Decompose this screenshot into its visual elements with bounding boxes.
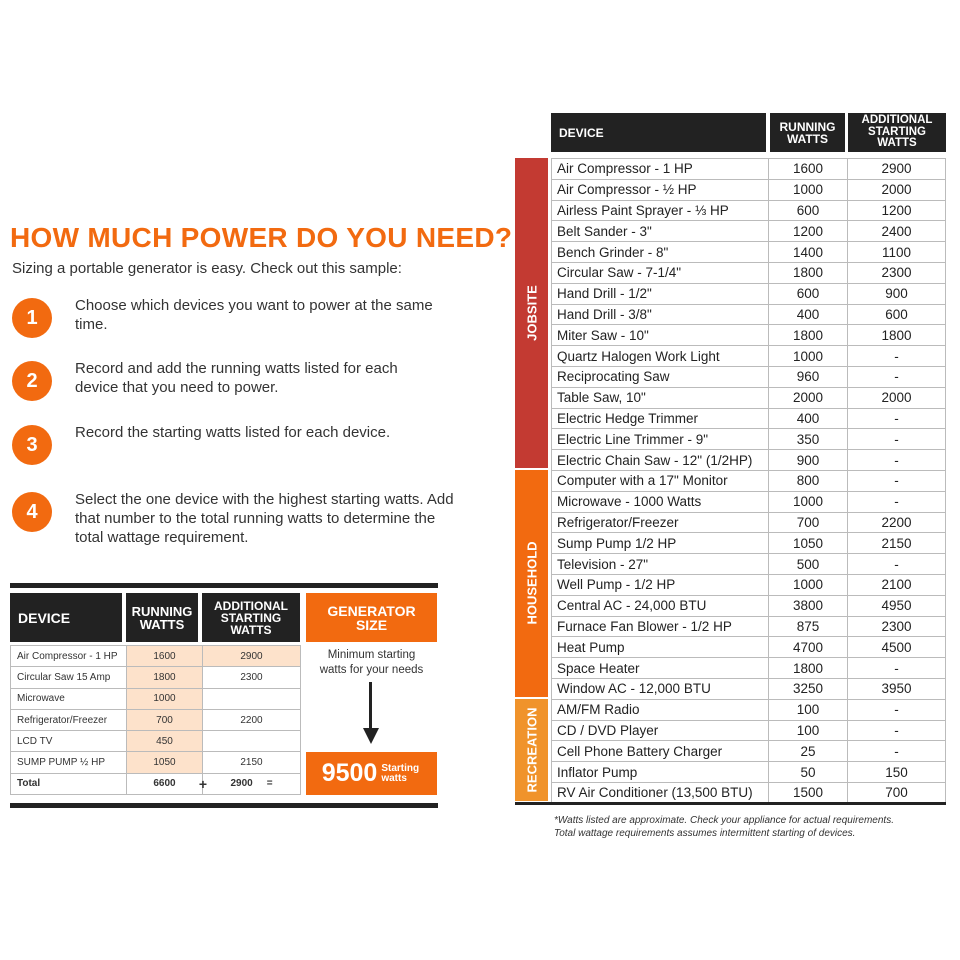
footnote-line: *Watts listed are approximate. Check your appliance for actual requirements. — [554, 815, 894, 826]
table-row — [552, 658, 946, 679]
device-cell: Furnace Fan Blower - 1/2 HP — [552, 616, 769, 637]
section-label-jobsite — [515, 158, 548, 468]
device-cell: LCD TV — [11, 731, 127, 752]
running-cell: 1800 — [127, 667, 203, 688]
running-cell: 900 — [769, 450, 848, 471]
step-text: Record and add the running watts listed for each device that you need to power. — [75, 360, 398, 396]
running-cell: 1000 — [769, 346, 848, 367]
additional-cell: 150 — [848, 762, 946, 783]
running-cell: 100 — [769, 720, 848, 741]
divider — [515, 802, 946, 805]
additional-cell: - — [848, 366, 946, 387]
table-row — [552, 429, 946, 450]
running-cell: 1200 — [769, 221, 848, 242]
running-cell: 25 — [769, 741, 848, 762]
table-row — [11, 646, 301, 667]
additional-cell: 700 — [848, 782, 946, 803]
step-number: 3 — [12, 425, 52, 465]
running-cell: 1600 — [127, 646, 203, 667]
additional-cell: 600 — [848, 304, 946, 325]
running-cell: 4700 — [769, 637, 848, 658]
additional-cell: 2200 — [848, 512, 946, 533]
device-cell: Circular Saw 15 Amp — [11, 667, 127, 688]
table-row — [552, 283, 946, 304]
device-cell: Circular Saw - 7-1/4" — [552, 262, 769, 283]
running-cell: 600 — [769, 283, 848, 304]
running-cell: 800 — [769, 470, 848, 491]
step-text: Choose which devices you want to power at the same time. — [75, 297, 433, 333]
device-cell: Quartz Halogen Work Light — [552, 346, 769, 367]
additional-cell: 2000 — [848, 179, 946, 200]
running-cell: 500 — [769, 554, 848, 575]
running-cell: 960 — [769, 366, 848, 387]
running-cell: 875 — [769, 616, 848, 637]
device-cell: Electric Chain Saw - 12" (1/2HP) — [552, 450, 769, 471]
device-cell: Airless Paint Sprayer - ⅓ HP — [552, 200, 769, 221]
plus-sign: + — [198, 775, 207, 792]
device-cell: Electric Hedge Trimmer — [552, 408, 769, 429]
total-row — [11, 773, 301, 794]
device-cell: Hand Drill - 3/8" — [552, 304, 769, 325]
table-row — [11, 709, 301, 730]
page-title: HOW MUCH POWER DO YOU NEED? — [10, 222, 513, 253]
section-name: RECREATION — [524, 707, 539, 793]
total-label: Total — [11, 773, 127, 794]
table-row — [552, 762, 946, 783]
result-unit: Starting watts — [381, 762, 420, 784]
step-text: Record the starting watts listed for each device. — [75, 424, 391, 441]
footnote — [554, 814, 894, 840]
total-running — [127, 773, 207, 794]
table-row — [552, 346, 946, 367]
additional-cell: 1800 — [848, 325, 946, 346]
table-row — [552, 491, 946, 512]
additional-cell: - — [848, 741, 946, 762]
device-cell: Miter Saw - 10" — [552, 325, 769, 346]
device-cell: Reciprocating Saw — [552, 366, 769, 387]
device-cell: Central AC - 24,000 BTU — [552, 595, 769, 616]
device-cell: Well Pump - 1/2 HP — [552, 574, 769, 595]
table-row — [552, 179, 946, 200]
additional-cell: 2150 — [848, 533, 946, 554]
subtitle: Sizing a portable generator is easy. Check out this sample: — [12, 260, 402, 277]
step-4 — [12, 492, 492, 547]
additional-cell: 2300 — [203, 667, 301, 688]
down-arrow-head — [363, 728, 379, 744]
additional-cell: - — [848, 450, 946, 471]
device-cell: Refrigerator/Freezer — [11, 709, 127, 730]
additional-cell: - — [848, 658, 946, 679]
device-cell: Window AC - 12,000 BTU — [552, 678, 769, 699]
device-cell: Air Compressor - 1 HP — [11, 646, 127, 667]
additional-cell: - — [848, 429, 946, 450]
header-running: RUNNING WATTS — [770, 113, 845, 152]
header-device: DEVICE — [551, 113, 766, 152]
footnote-line: Total wattage requirements assumes intermittent starting of devices. — [554, 828, 856, 839]
total-additional-value: 2900 — [230, 778, 253, 790]
additional-cell — [203, 688, 301, 709]
step-3 — [12, 425, 492, 465]
table-row — [552, 470, 946, 491]
additional-cell: - — [848, 554, 946, 575]
running-cell: 1050 — [127, 752, 203, 773]
table-row — [552, 200, 946, 221]
running-cell: 1800 — [769, 325, 848, 346]
running-cell: 1000 — [769, 179, 848, 200]
total-additional — [203, 773, 301, 794]
step-number: 1 — [12, 298, 52, 338]
section-name: JOBSITE — [524, 285, 539, 341]
generator-size-header: GENERATOR SIZE — [306, 593, 437, 642]
additional-cell: 1100 — [848, 242, 946, 263]
device-cell: Cell Phone Battery Charger — [552, 741, 769, 762]
table-row — [552, 408, 946, 429]
table-row — [552, 782, 946, 803]
table-row — [11, 752, 301, 773]
sample-header-additional: ADDITIONAL STARTING WATTS — [202, 593, 300, 642]
table-row — [552, 637, 946, 658]
table-row — [552, 678, 946, 699]
wattage-table — [551, 158, 946, 804]
device-cell: Heat Pump — [552, 637, 769, 658]
table-row — [552, 242, 946, 263]
minimum-starting-text: Minimum starting watts for your needs — [319, 649, 424, 676]
running-cell: 600 — [769, 200, 848, 221]
device-cell: Television - 27" — [552, 554, 769, 575]
table-row — [552, 387, 946, 408]
running-cell: 1000 — [127, 688, 203, 709]
table-row — [552, 159, 946, 180]
divider — [10, 803, 438, 808]
step-1 — [12, 298, 492, 338]
table-row — [552, 595, 946, 616]
device-cell: Hand Drill - 1/2" — [552, 283, 769, 304]
additional-cell: 900 — [848, 283, 946, 304]
additional-cell: 2100 — [848, 574, 946, 595]
header-additional: ADDITIONAL STARTING WATTS — [848, 113, 946, 152]
device-cell: AM/FM Radio — [552, 699, 769, 720]
additional-cell: 1200 — [848, 200, 946, 221]
result-value: 9500 — [321, 759, 378, 787]
table-row — [552, 720, 946, 741]
table-row — [552, 533, 946, 554]
additional-cell: - — [848, 699, 946, 720]
table-row — [11, 688, 301, 709]
device-cell: Inflator Pump — [552, 762, 769, 783]
sample-header-device: DEVICE — [10, 593, 122, 642]
running-cell: 1500 — [769, 782, 848, 803]
device-cell: Sump Pump 1/2 HP — [552, 533, 769, 554]
table-row — [552, 699, 946, 720]
sample-header-running: RUNNING WATTS — [126, 593, 198, 642]
section-label-household — [515, 470, 548, 697]
table-row — [552, 262, 946, 283]
running-cell: 3250 — [769, 678, 848, 699]
running-cell: 1800 — [769, 658, 848, 679]
generator-size-result — [306, 752, 437, 795]
running-cell: 450 — [127, 731, 203, 752]
additional-cell: 2900 — [203, 646, 301, 667]
table-row — [11, 667, 301, 688]
table-row — [552, 450, 946, 471]
device-cell: RV Air Conditioner (13,500 BTU) — [552, 782, 769, 803]
running-cell: 700 — [127, 709, 203, 730]
table-row — [552, 554, 946, 575]
table-row — [552, 616, 946, 637]
additional-cell: - — [848, 408, 946, 429]
device-cell: Air Compressor - 1 HP — [552, 159, 769, 180]
additional-cell: - — [848, 491, 946, 512]
running-cell: 1000 — [769, 574, 848, 595]
divider — [10, 583, 438, 588]
additional-cell: 2000 — [848, 387, 946, 408]
section-name: HOUSEHOLD — [524, 541, 539, 625]
table-row — [11, 731, 301, 752]
device-cell: Refrigerator/Freezer — [552, 512, 769, 533]
running-cell: 400 — [769, 304, 848, 325]
table-row — [552, 741, 946, 762]
additional-cell: 2900 — [848, 159, 946, 180]
running-cell: 400 — [769, 408, 848, 429]
device-cell: Air Compressor - ½ HP — [552, 179, 769, 200]
additional-cell — [203, 731, 301, 752]
device-cell: SUMP PUMP ½ HP — [11, 752, 127, 773]
step-number: 2 — [12, 361, 52, 401]
running-cell: 700 — [769, 512, 848, 533]
additional-cell: 2150 — [203, 752, 301, 773]
device-cell: Belt Sander - 3" — [552, 221, 769, 242]
running-cell: 1400 — [769, 242, 848, 263]
table-row — [552, 325, 946, 346]
running-cell: 50 — [769, 762, 848, 783]
device-cell: Electric Line Trimmer - 9" — [552, 429, 769, 450]
additional-cell: - — [848, 470, 946, 491]
additional-cell: 4950 — [848, 595, 946, 616]
additional-cell: 2300 — [848, 262, 946, 283]
down-arrow-icon — [369, 682, 372, 730]
device-cell: Table Saw, 10" — [552, 387, 769, 408]
step-text: Select the one device with the highest starting watts. Add that number to the total running watts to determine the total wattage requirement. — [75, 491, 454, 546]
device-cell: CD / DVD Player — [552, 720, 769, 741]
running-cell: 3800 — [769, 595, 848, 616]
additional-cell: 2300 — [848, 616, 946, 637]
total-running-value: 6600 — [153, 778, 176, 790]
device-cell: Bench Grinder - 8" — [552, 242, 769, 263]
table-row — [552, 366, 946, 387]
table-row — [552, 574, 946, 595]
running-cell: 1000 — [769, 491, 848, 512]
additional-cell: 2400 — [848, 221, 946, 242]
additional-cell: - — [848, 720, 946, 741]
equals-sign: = — [266, 778, 273, 790]
additional-cell: 4500 — [848, 637, 946, 658]
table-row — [552, 221, 946, 242]
table-row — [552, 304, 946, 325]
step-2 — [12, 361, 492, 401]
device-cell: Microwave — [11, 688, 127, 709]
step-number: 4 — [12, 492, 52, 532]
running-cell: 1050 — [769, 533, 848, 554]
running-cell: 1600 — [769, 159, 848, 180]
running-cell: 350 — [769, 429, 848, 450]
device-cell: Computer with a 17" Monitor — [552, 470, 769, 491]
additional-cell: 3950 — [848, 678, 946, 699]
table-row — [552, 512, 946, 533]
additional-cell: - — [848, 346, 946, 367]
device-cell: Space Heater — [552, 658, 769, 679]
sample-table — [10, 645, 301, 795]
device-cell: Microwave - 1000 Watts — [552, 491, 769, 512]
running-cell: 100 — [769, 699, 848, 720]
section-label-recreation — [515, 699, 548, 801]
additional-cell: 2200 — [203, 709, 301, 730]
running-cell: 1800 — [769, 262, 848, 283]
running-cell: 2000 — [769, 387, 848, 408]
